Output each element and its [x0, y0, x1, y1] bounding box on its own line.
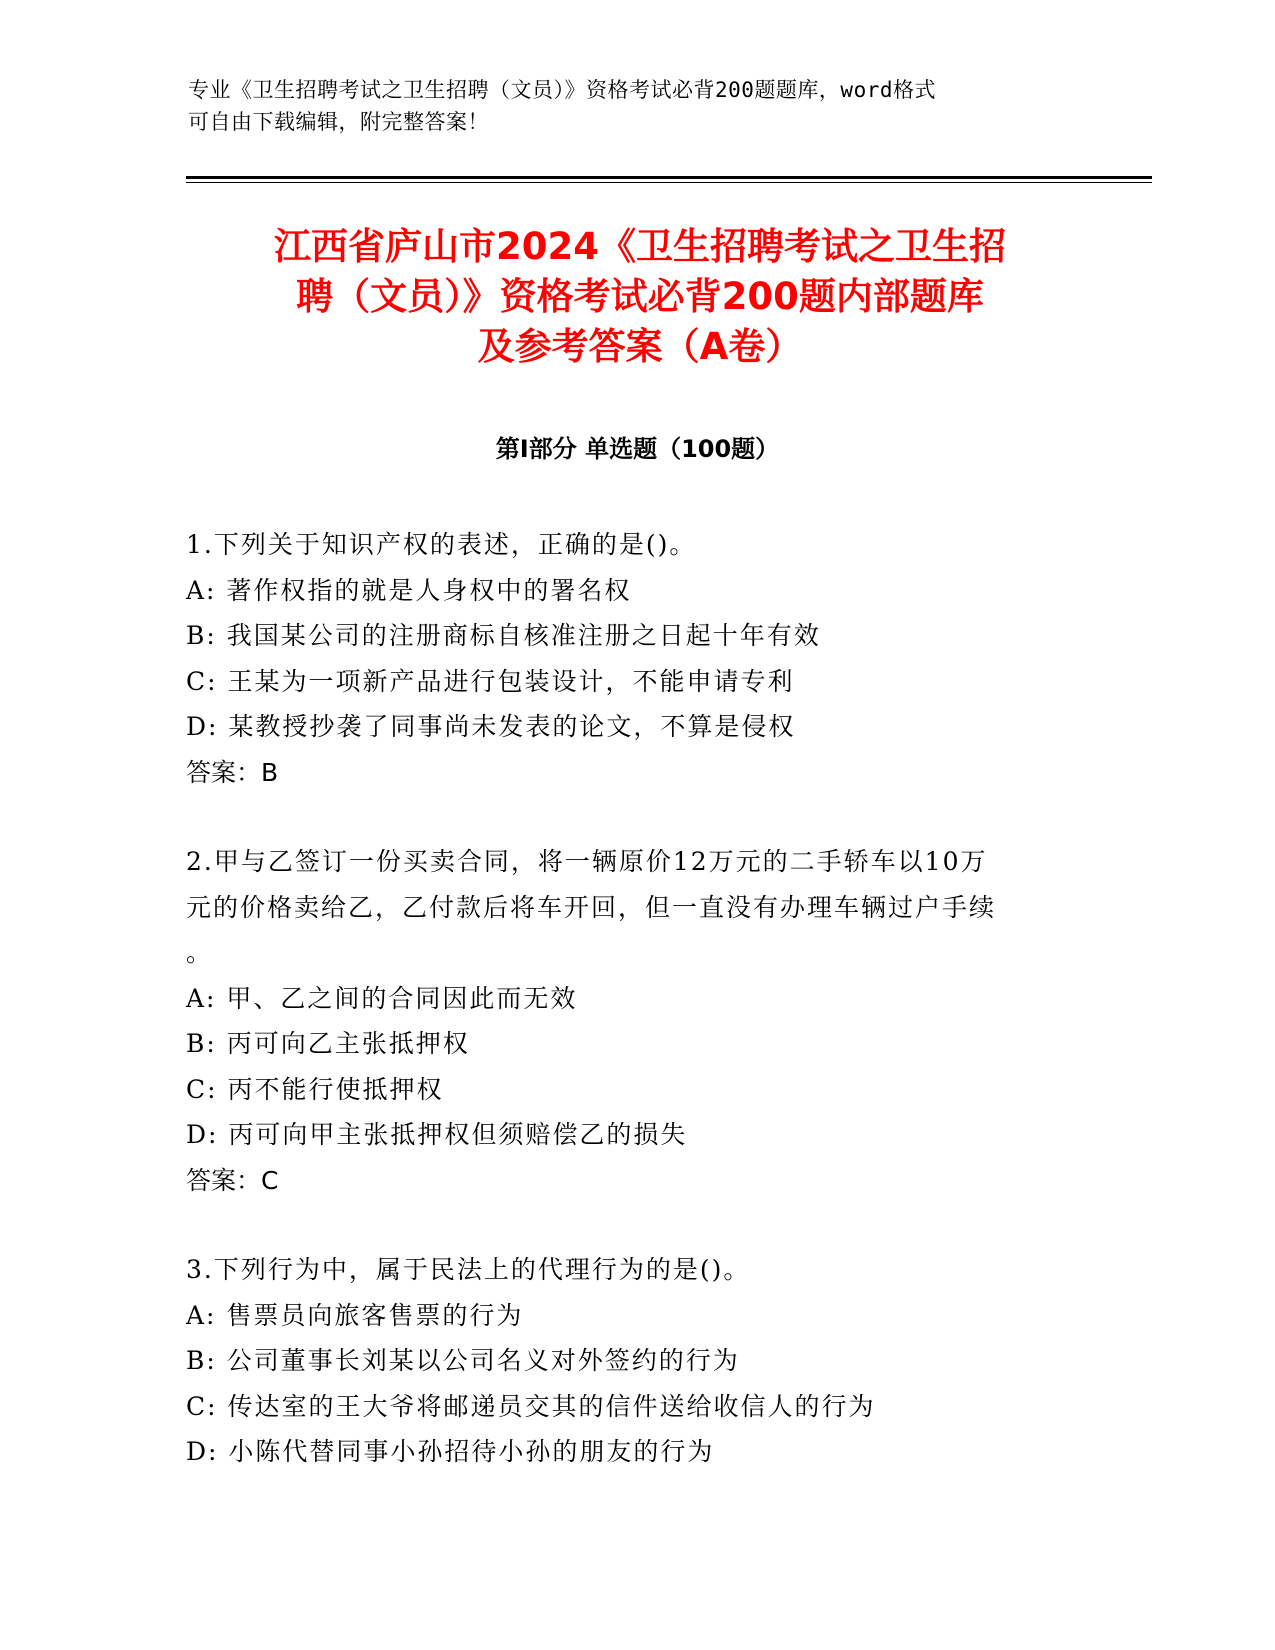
header-divider: [186, 176, 1152, 179]
option-a: A: 著作权指的就是人身权中的署名权: [186, 575, 632, 605]
option-d: D: 某教授抄袭了同事尚未发表的论文，不算是侵权: [186, 712, 796, 741]
option-c: C: 王某为一项新产品进行包装设计，不能申请专利: [186, 666, 795, 696]
question-stem: 元的价格卖给乙，乙付款后将车开回，但一直没有办理车辆过户手续: [186, 892, 997, 922]
question-stem: 。: [186, 938, 214, 967]
question-list: [186, 522, 1086, 1519]
option-a: A: 售票员向旅客售票的行为: [186, 1300, 524, 1330]
question-stem: 2.甲与乙签订一份买卖合同，将一辆原价12万元的二手轿车以10万: [186, 847, 988, 876]
document-title-line: 江西省庐山市2024《卫生招聘考试之卫生招: [274, 225, 1006, 268]
question-2: [186, 839, 1086, 1203]
header-note-line: 可自由下载编辑，附完整答案！: [188, 110, 489, 134]
option-d: D: 丙可向甲主张抵押权但须赔偿乙的损失: [186, 1120, 688, 1149]
question-stem: 3.下列行为中，属于民法上的代理行为的是()。: [186, 1255, 751, 1284]
option-a: A: 甲、乙之间的合同因此而无效: [186, 983, 578, 1013]
document-title-line: 及参考答案（A卷）: [477, 325, 803, 368]
option-c: C: 传达室的王大爷将邮递员交其的信件送给收信人的行为: [186, 1391, 876, 1421]
question-stem: 1.下列关于知识产权的表述，正确的是()。: [186, 530, 697, 559]
section-heading: 第I部分 单选题（100题）: [495, 435, 780, 463]
answer: 答案：C: [186, 1165, 279, 1195]
option-b: B: 公司董事长刘某以公司名义对外签约的行为: [186, 1346, 740, 1375]
option-b: B: 我国某公司的注册商标自核准注册之日起十年有效: [186, 621, 821, 650]
question-1: [186, 522, 1086, 795]
header-note-line: 专业《卫生招聘考试之卫生招聘（文员）》资格考试必背200题题库，word格式: [188, 78, 936, 102]
header-note: [188, 74, 1068, 138]
document-title: [160, 222, 1120, 372]
document-title-line: 聘（文员）》资格考试必背200题内部题库: [296, 275, 984, 318]
option-d: D: 小陈代替同事小孙招待小孙的朋友的行为: [186, 1437, 715, 1466]
option-c: C: 丙不能行使抵押权: [186, 1074, 444, 1104]
option-b: B: 丙可向乙主张抵押权: [186, 1029, 470, 1058]
answer: 答案：B: [186, 757, 279, 787]
question-3: [186, 1247, 1086, 1475]
header-divider-thin: [186, 182, 1152, 183]
